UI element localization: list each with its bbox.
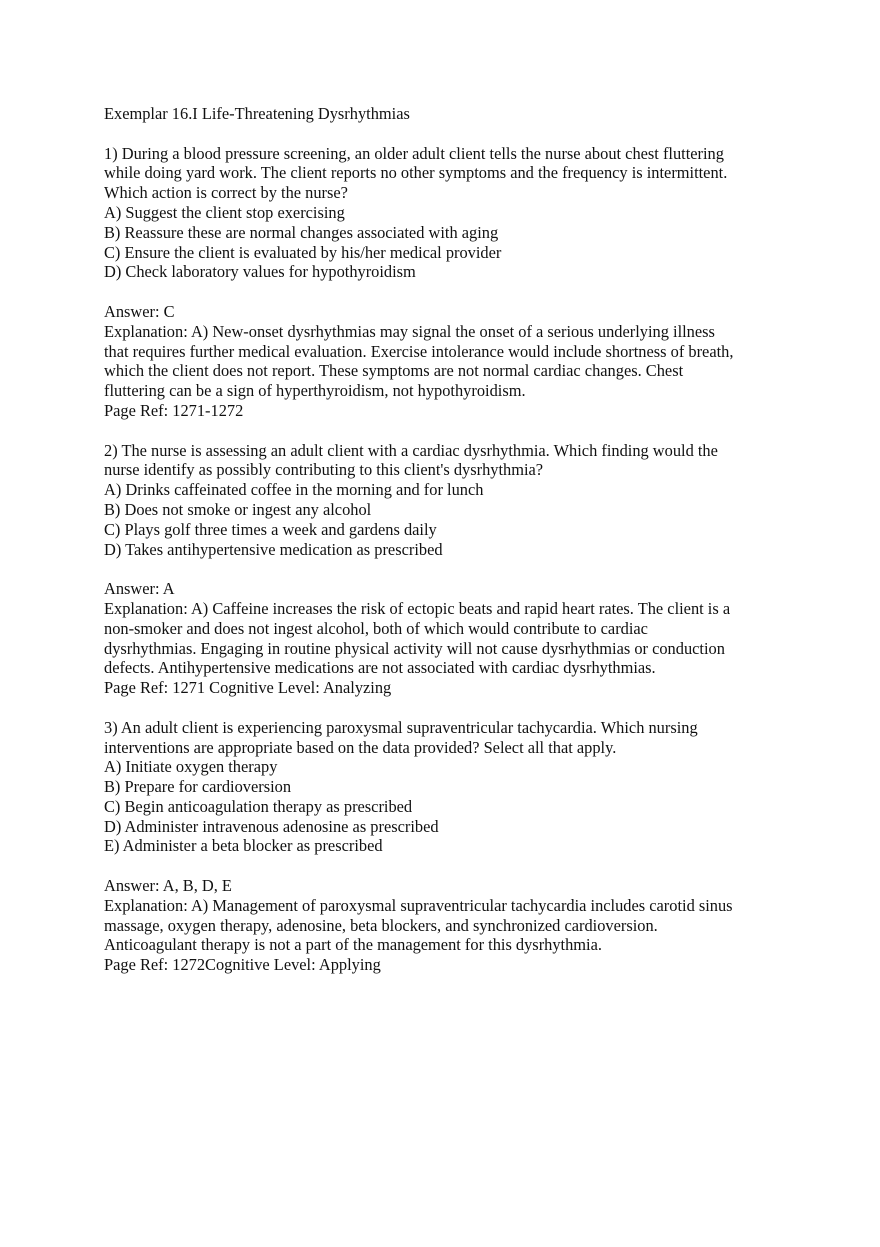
spacer bbox=[104, 421, 784, 441]
question-2-option-a: A) Drinks caffeinated coffee in the morning and for lunch bbox=[104, 480, 484, 500]
question-3-explanation-line-1: Explanation: A) Management of paroxysmal supraventricular tachycardia includes carotid sinus bbox=[104, 895, 733, 915]
spacer bbox=[104, 559, 784, 579]
question-2-answer: Answer: A bbox=[104, 579, 175, 599]
question-1-option-a: A) Suggest the client stop exercising bbox=[104, 202, 345, 222]
question-1 bbox=[104, 144, 784, 421]
question-2-option-c: C) Plays golf three times a week and gardens daily bbox=[104, 519, 437, 539]
question-1-page-ref: Page Ref: 1271-1272 bbox=[104, 400, 244, 420]
spacer bbox=[104, 282, 784, 302]
question-2-stem-line-2: nurse identify as possibly contributing to this client's dysrhythmia? bbox=[104, 460, 544, 480]
spacer bbox=[104, 124, 784, 144]
question-2-stem-line-1: 2) The nurse is assessing an adult client with a cardiac dysrhythmia. Which finding would the bbox=[104, 440, 718, 460]
question-2 bbox=[104, 441, 784, 698]
question-3 bbox=[104, 718, 784, 975]
question-3-option-a: A) Initiate oxygen therapy bbox=[104, 757, 278, 777]
question-1-explanation-line-1: Explanation: A) New-onset dysrhythmias may signal the onset of a serious underlying illness bbox=[104, 321, 715, 341]
question-3-explanation-line-3: Anticoagulant therapy is not a part of the management for this dysrhythmia. bbox=[104, 935, 602, 955]
question-1-option-d: D) Check laboratory values for hypothyroidism bbox=[104, 262, 416, 282]
spacer bbox=[104, 856, 784, 876]
question-2-explanation-line-1: Explanation: A) Caffeine increases the risk of ectopic beats and rapid heart rates. The client is a bbox=[104, 598, 731, 618]
question-1-option-c: C) Ensure the client is evaluated by his/her medical provider bbox=[104, 242, 502, 262]
question-3-answer: Answer: A, B, D, E bbox=[104, 876, 232, 896]
question-3-option-d: D) Administer intravenous adenosine as prescribed bbox=[104, 816, 439, 836]
question-3-stem-line-1: 3) An adult client is experiencing paroxysmal supraventricular tachycardia. Which nursing bbox=[104, 717, 698, 737]
question-1-stem-line-3: Which action is correct by the nurse? bbox=[104, 183, 348, 203]
document-content bbox=[104, 104, 784, 975]
question-1-explanation-line-3: which the client does not report. These symptoms are not normal cardiac changes. Chest bbox=[104, 361, 684, 381]
question-1-stem-line-2: while doing yard work. The client reports no other symptoms and the frequency is intermittent. bbox=[104, 163, 728, 183]
question-1-stem-line-1: 1) During a blood pressure screening, an older adult client tells the nurse about chest fluttering bbox=[104, 143, 724, 163]
question-2-option-b: B) Does not smoke or ingest any alcohol bbox=[104, 499, 372, 519]
question-3-option-c: C) Begin anticoagulation therapy as prescribed bbox=[104, 796, 413, 816]
question-3-page-ref: Page Ref: 1272Cognitive Level: Applying bbox=[104, 955, 381, 975]
question-2-explanation-line-3: dysrhythmias. Engaging in routine physical activity will not cause dysrhythmias or conduction bbox=[104, 638, 725, 658]
question-1-option-b: B) Reassure these are normal changes associated with aging bbox=[104, 222, 499, 242]
question-1-answer: Answer: C bbox=[104, 301, 175, 321]
question-2-option-d: D) Takes antihypertensive medication as prescribed bbox=[104, 539, 443, 559]
question-1-explanation-line-2: that requires further medical evaluation. Exercise intolerance would include shortness of breath, bbox=[104, 341, 734, 361]
question-2-explanation-line-4: defects. Antihypertensive medications are not associated with cardiac dysrhythmias. bbox=[104, 658, 656, 678]
question-2-page-ref: Page Ref: 1271 Cognitive Level: Analyzing bbox=[104, 678, 392, 698]
document-title: Exemplar 16.I Life-Threatening Dysrhythmias bbox=[104, 104, 410, 123]
spacer bbox=[104, 698, 784, 718]
question-3-option-b: B) Prepare for cardioversion bbox=[104, 777, 292, 797]
question-1-explanation-line-4: fluttering can be a sign of hyperthyroidism, not hypothyroidism. bbox=[104, 381, 526, 401]
question-2-explanation-line-2: non-smoker and does not ingest alcohol, both of which would contribute to cardiac bbox=[104, 618, 648, 638]
question-3-stem-line-2: interventions are appropriate based on the data provided? Select all that apply. bbox=[104, 737, 617, 757]
question-3-option-e: E) Administer a beta blocker as prescribed bbox=[104, 836, 383, 856]
question-3-explanation-line-2: massage, oxygen therapy, adenosine, beta blockers, and synchronized cardioversion. bbox=[104, 915, 658, 935]
